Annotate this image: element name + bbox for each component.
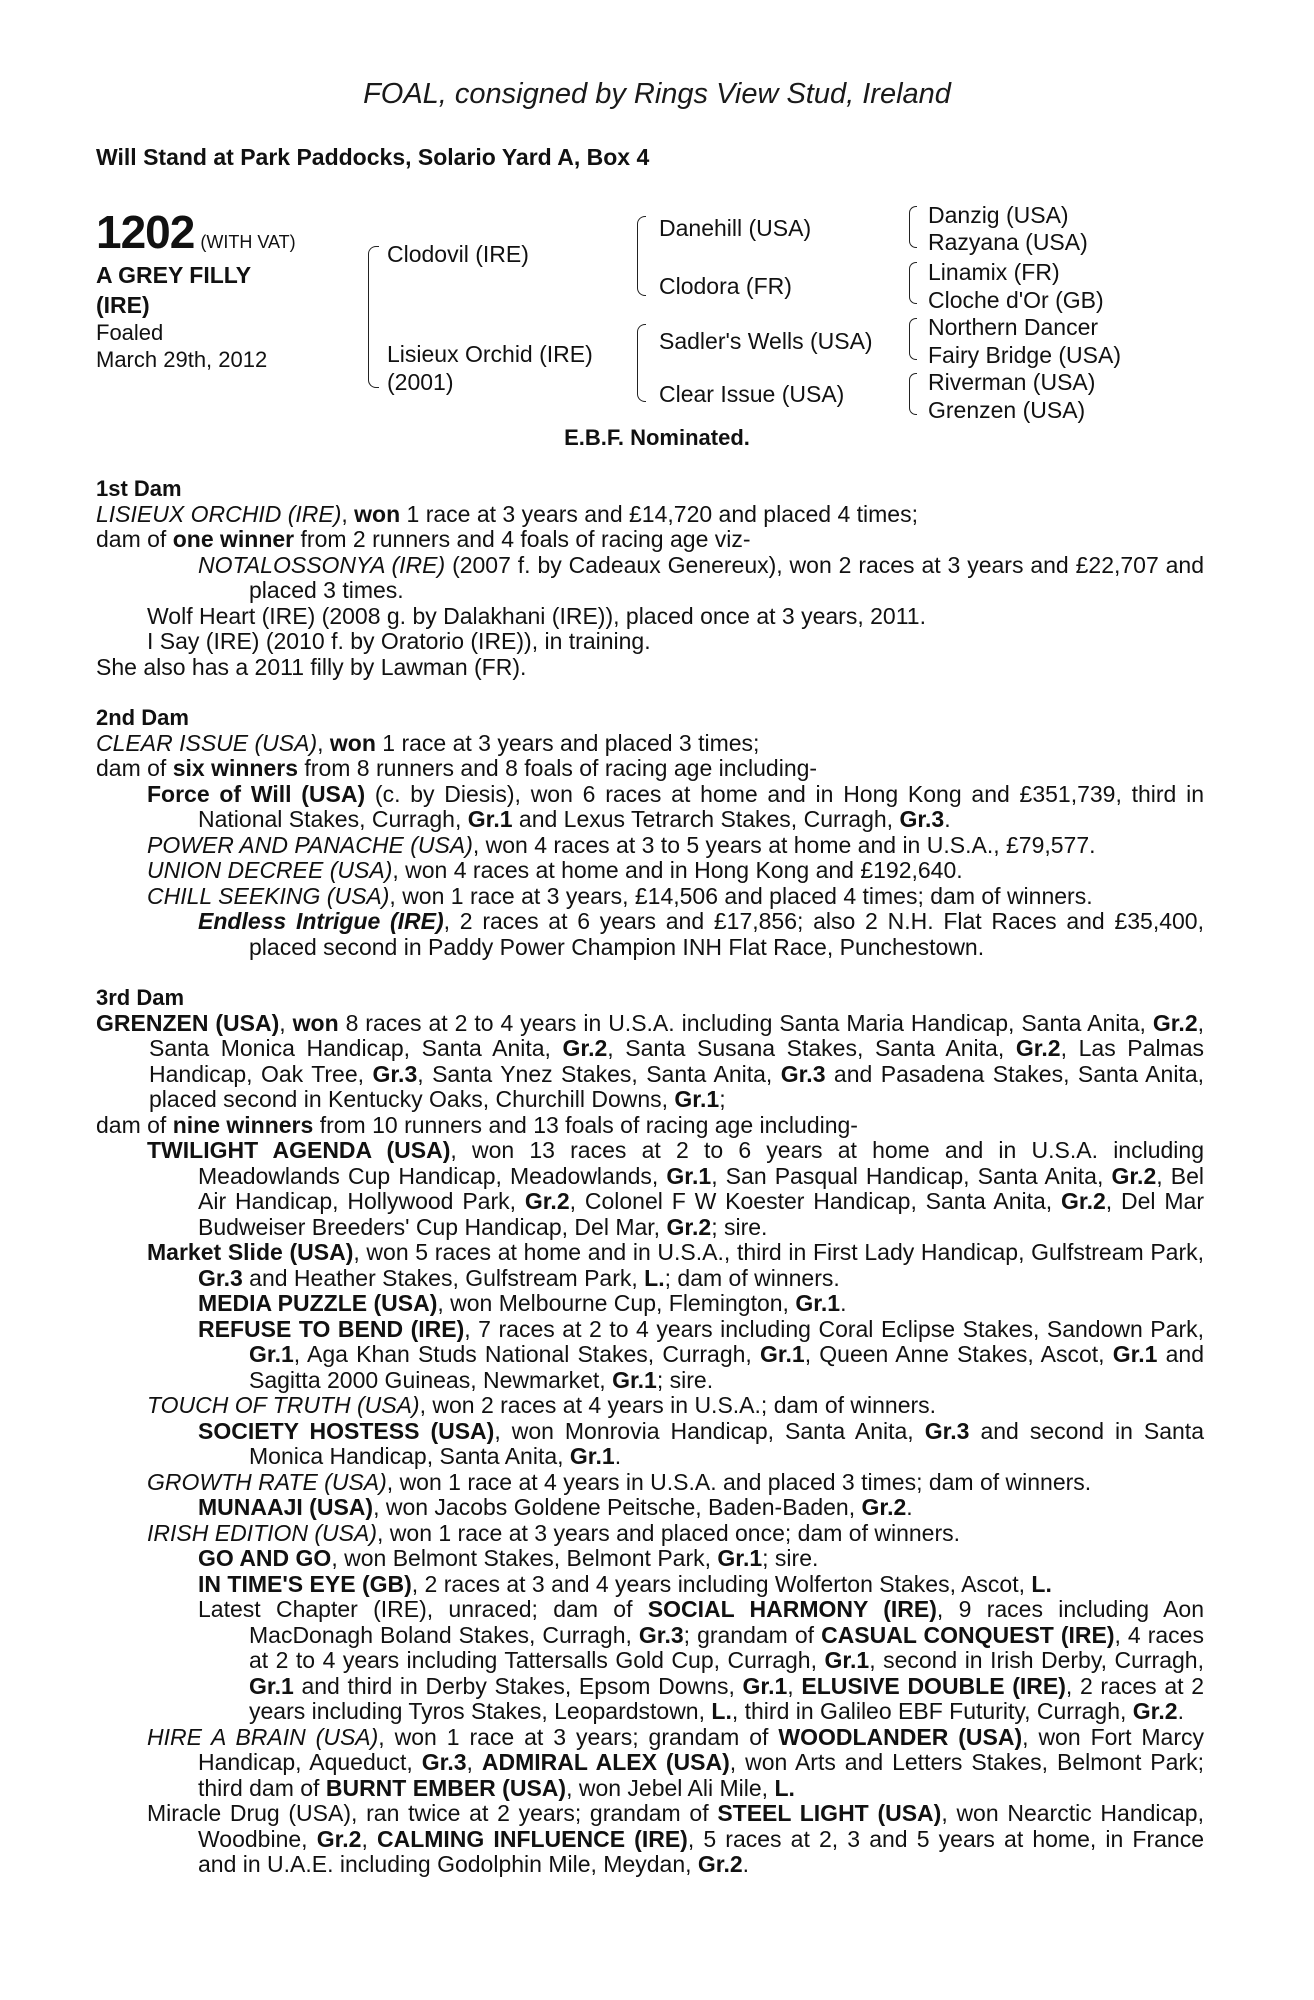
lot-number-line — [96, 205, 356, 259]
grade: L. — [774, 1774, 795, 1801]
text: , 2 races at 3 and 4 years including Wolferton Stakes, Ascot, — [411, 1570, 1032, 1597]
horse-name: UNION DECREE (USA) — [147, 857, 393, 883]
lot-block — [96, 205, 356, 373]
horse-name: WOODLANDER (USA) — [778, 1723, 1023, 1750]
text: ; sire. — [711, 1213, 768, 1240]
ped-dam-dam: Clear Issue (USA) — [659, 381, 845, 407]
produce-entry — [96, 1317, 1204, 1394]
ebf-note: E.B.F. Nominated. — [564, 425, 750, 450]
grade: Gr.2 — [1061, 1188, 1106, 1214]
grade: Gr.1 — [666, 1162, 712, 1189]
foaled-label: Foaled — [96, 320, 164, 345]
text: , Santa Susana Stakes, Santa Anita, — [607, 1035, 1016, 1061]
grade: Gr.1 — [717, 1545, 763, 1571]
pedigree-brace-dam — [637, 324, 646, 402]
text: , Colonel F W Koester Handicap, Santa Anita, — [569, 1188, 1062, 1214]
produce-entry — [96, 1521, 1204, 1547]
produce-entry — [96, 1725, 1204, 1802]
text: ; dam of winners. — [664, 1264, 840, 1291]
ped-g5: Northern Dancer — [928, 314, 1099, 340]
text: , 5 races at 2, 3 and 5 years at home, in France and in U.A.E. including Godolphin Mile, Meydan, — [198, 1825, 1205, 1877]
ped-g8: Grenzen (USA) — [928, 397, 1086, 423]
grade: L. — [711, 1698, 732, 1724]
text: , San Pasqual Handicap, Santa Anita, — [711, 1162, 1112, 1189]
horse-name: ADMIRAL ALEX (USA) — [481, 1749, 730, 1775]
grade: Gr.2 — [1111, 1162, 1157, 1189]
text: ; sire. — [762, 1545, 819, 1571]
grade: Gr.2 — [1152, 1009, 1198, 1036]
produce-entry — [96, 1801, 1204, 1878]
text: , 2 races at 6 years and £17,856; also 2 N.H. Flat Races and £35,400, placed second in Paddy Power Champion INH Flat Race, Punchestown. — [249, 908, 1204, 960]
third-dam-section — [96, 985, 1204, 1878]
text: , won 1 race at 3 years; grandam of — [378, 1723, 779, 1750]
text: , second in Irish Derby, Curragh, — [869, 1647, 1204, 1673]
horse-name: CHILL SEEKING (USA) — [147, 882, 390, 909]
dam-name: LISIEUX ORCHID (IRE) — [96, 500, 342, 527]
winners-count: six winners — [172, 755, 298, 781]
pedigree-brace-g2 — [909, 262, 917, 304]
text: and Pasadena Stakes, Santa Anita, placed second in Kentucky Oaks, Churchill Downs, — [149, 1060, 1204, 1112]
first-dam-produce-line — [96, 527, 1204, 553]
horse-name: CASUAL CONQUEST (IRE) — [821, 1621, 1115, 1648]
text: , third in Galileo EBF Futurity, Curragh, — [731, 1698, 1133, 1724]
grade: Gr.3 — [899, 806, 945, 832]
pedigree-brace-g4 — [909, 373, 917, 415]
horse-name: NOTALOSSONYA (IRE) — [198, 551, 446, 578]
ped-g7: Riverman (USA) — [928, 369, 1096, 395]
produce-entry — [96, 1470, 1204, 1496]
horse-name: BURNT EMBER (USA) — [325, 1774, 567, 1801]
text: and second in Santa Monica Handicap, Santa Anita, — [249, 1417, 1204, 1469]
text: , won Jebel Ali Mile, — [566, 1774, 775, 1801]
text: , won 1 race at 3 years, £14,506 and placed 4 times; dam of winners. — [389, 882, 1093, 909]
second-dam-section — [96, 705, 1204, 960]
text: and Lexus Tetrarch Stakes, Curragh, — [512, 806, 900, 832]
horse-name: GROWTH RATE (USA) — [147, 1468, 387, 1495]
consignor-line: FOAL, consigned by Rings View Stud, Ireland — [363, 78, 951, 110]
grade: Gr.1 — [674, 1086, 720, 1112]
text: ; grandam of — [683, 1621, 822, 1648]
first-dam-line: LISIEUX ORCHID (IRE), won 1 race at 3 years and £14,720 and placed 4 times; — [96, 500, 918, 527]
text: . — [906, 1494, 913, 1520]
second-dam-line: CLEAR ISSUE (USA), won 1 race at 3 years and placed 3 times; — [96, 729, 760, 756]
text: ; sire. — [656, 1366, 714, 1393]
grade: Gr.1 — [467, 806, 513, 832]
produce-entry — [96, 553, 1204, 604]
ped-g2: Razyana (USA) — [928, 229, 1088, 255]
won-label: won — [329, 729, 376, 756]
text: , — [787, 1672, 802, 1699]
text: , — [279, 1009, 293, 1036]
text: , Del Mar Budweiser Breeders' Cup Handicap, Del Mar, — [198, 1188, 1205, 1240]
grade: Gr.1 — [612, 1366, 657, 1393]
horse-name: ELUSIVE DOUBLE (IRE) — [801, 1672, 1066, 1699]
dam-record: 1 race at 3 years and £14,720 and placed 4 times; — [400, 500, 918, 527]
text: ; — [719, 1086, 726, 1112]
text: , won Nearctic Handicap, Woodbine, — [198, 1800, 1204, 1852]
horse-name: Market Slide (USA) — [147, 1239, 354, 1265]
produce-entry: Wolf Heart (IRE) (2008 g. by Dalakhani (IRE)), placed once at 3 years, 2011. — [147, 602, 926, 629]
dam-name: CLEAR ISSUE (USA) — [96, 729, 318, 756]
horse-name: MUNAAJI (USA) — [198, 1494, 374, 1520]
third-dam-line — [96, 1011, 1204, 1113]
ped-g6: Fairy Bridge (USA) — [928, 342, 1121, 368]
produce-entry — [96, 833, 1204, 859]
produce-entry — [96, 1572, 1204, 1598]
text: , 9 races including Aon MacDonagh Boland Stakes, Curragh, — [249, 1596, 1204, 1648]
produce-entry: I Say (IRE) (2010 f. by Oratorio (IRE)), in training. — [147, 628, 651, 654]
pedigree-brace-g3 — [909, 318, 917, 360]
grade: Gr.1 — [824, 1647, 870, 1673]
text: , — [466, 1749, 482, 1775]
text: dam of — [96, 755, 173, 781]
text: dam of — [96, 526, 173, 552]
grade: Gr.1 — [249, 1672, 294, 1699]
text: , won 1 race at 4 years in U.S.A. and placed 3 times; dam of winners. — [386, 1468, 1092, 1495]
catalogue-body — [96, 476, 1204, 1878]
grade: Gr.2 — [1132, 1698, 1178, 1724]
text: , Queen Anne Stakes, Ascot, — [804, 1341, 1113, 1367]
text: , won 1 race at 3 years and placed once; dam of winners. — [377, 1519, 961, 1546]
grade: Gr.1 — [569, 1443, 615, 1469]
text: 8 races at 2 to 4 years in U.S.A. including Santa Maria Handicap, Santa Anita, — [338, 1009, 1153, 1036]
third-dam-heading: 3rd Dam — [96, 985, 185, 1010]
text: , won Monrovia Handicap, Santa Anita, — [494, 1417, 925, 1444]
produce-entry — [96, 909, 1204, 960]
won-label: won — [292, 1009, 339, 1036]
text: , Santa Ynez Stakes, Santa Anita, — [417, 1060, 781, 1087]
produce-entry — [96, 782, 1204, 833]
text: , won 13 races at 2 to 6 years at home and in U.S.A. including Meadowlands Cup Handicap, Meadowlands, — [198, 1137, 1204, 1189]
text: , — [361, 1825, 377, 1852]
text: , Aga Khan Studs National Stakes, Curragh, — [293, 1341, 760, 1367]
produce-entry — [96, 1291, 1204, 1317]
second-dam-heading: 2nd Dam — [96, 705, 189, 730]
text: , won Belmont Stakes, Belmont Park, — [331, 1545, 718, 1571]
grade: Gr.1 — [742, 1672, 788, 1699]
produce-entry — [96, 884, 1204, 910]
grade: Gr.1 — [1112, 1341, 1158, 1367]
horse-name: POWER AND PANACHE (USA) — [147, 831, 473, 858]
horse-name: TOUCH OF TRUTH (USA) — [147, 1392, 420, 1418]
ped-sire-sire: Danehill (USA) — [659, 215, 812, 241]
text: , 7 races at 2 to 4 years including Coral Eclipse Stakes, Sandown Park, — [464, 1315, 1204, 1342]
ped-dam-year: (2001) — [387, 369, 454, 395]
text: . — [944, 806, 951, 832]
text: , won Melbourne Cup, Flemington, — [437, 1290, 796, 1316]
text: Latest Chapter (IRE), unraced; dam of — [198, 1596, 648, 1622]
ped-sire: Clodovil (IRE) — [387, 241, 529, 267]
ped-g4: Cloche d'Or (GB) — [928, 287, 1104, 313]
horse-name: SOCIETY HOSTESS (USA) — [198, 1417, 495, 1444]
text: (2007 f. by Cadeaux Genereux), won 2 races at 3 years and £22,707 and placed 3 times. — [249, 551, 1205, 603]
text: Miracle Drug (USA), ran twice at 2 years; grandam of — [147, 1800, 718, 1826]
text: , 2 races at 2 years including Tyros Stakes, Leopardstown, — [249, 1672, 1204, 1724]
grade: Gr.3 — [421, 1749, 467, 1775]
grade: Gr.2 — [316, 1825, 362, 1852]
text: , Bel Air Handicap, Hollywood Park, — [198, 1162, 1204, 1214]
grade: Gr.1 — [795, 1290, 841, 1316]
foaled-date: March 29th, 2012 — [96, 347, 268, 372]
text: . — [1177, 1698, 1184, 1724]
text: 1 race at 3 years and placed 3 times; — [375, 729, 760, 756]
horse-name: SOCIAL HARMONY (IRE) — [647, 1596, 937, 1622]
produce-entry — [96, 1240, 1204, 1291]
horse-name: MEDIA PUZZLE (USA) — [198, 1290, 438, 1316]
lot-number: 1202 — [96, 206, 195, 258]
horse-name: CALMING INFLUENCE (IRE) — [376, 1825, 688, 1852]
produce-entry — [96, 858, 1204, 884]
ped-sire-dam: Clodora (FR) — [659, 273, 792, 299]
grade: L. — [1031, 1570, 1052, 1597]
grade: Gr.3 — [780, 1060, 826, 1087]
grade: Gr.2 — [524, 1188, 570, 1214]
grade: L. — [644, 1264, 665, 1291]
text: , won Arts and Letters Stakes, Belmont Park; third dam of — [198, 1749, 1204, 1801]
text: , won 4 races at home and in Hong Kong and £192,640. — [392, 857, 963, 883]
ped-dam-sire: Sadler's Wells (USA) — [659, 328, 873, 354]
produce-entry — [96, 1546, 1204, 1572]
text: dam of — [96, 1111, 173, 1138]
won-label: won — [354, 500, 401, 527]
text: from 10 runners and 13 foals of racing age including- — [313, 1111, 858, 1138]
horse-name: IN TIME'S EYE (GB) — [198, 1570, 412, 1597]
grade: Gr.3 — [924, 1417, 970, 1444]
stand-location: Will Stand at Park Paddocks, Solario Yard A, Box 4 — [96, 144, 650, 170]
text: , won Fort Marcy Handicap, Aqueduct, — [198, 1723, 1205, 1775]
text: , won Jacobs Goldene Peitsche, Baden-Baden, — [373, 1494, 862, 1520]
pedigree-brace-g1 — [909, 206, 917, 248]
horse-name: REFUSE TO BEND (IRE) — [198, 1315, 465, 1342]
text: from 8 runners and 8 foals of racing age including- — [298, 755, 818, 781]
text: , Santa Monica Handicap, Santa Anita, — [149, 1009, 1205, 1061]
produce-entry — [96, 1138, 1204, 1240]
third-dam-produce-line — [96, 1113, 1204, 1139]
grade: Gr.3 — [372, 1060, 418, 1087]
horse-name: IRISH EDITION (USA) — [147, 1519, 378, 1546]
dam-name: GRENZEN (USA) — [96, 1009, 280, 1036]
horse-name: GO AND GO — [198, 1545, 332, 1571]
horse-name: Endless Intrigue (IRE) — [198, 908, 444, 934]
text: , 4 races at 2 to 4 years including Tattersalls Gold Cup, Curragh, — [249, 1621, 1204, 1673]
ped-dam: Lisieux Orchid (IRE) — [387, 341, 593, 367]
horse-name: HIRE A BRAIN (USA) — [147, 1723, 379, 1750]
text: , won 5 races at home and in U.S.A., third in First Lady Handicap, Gulfstream Park, — [353, 1239, 1205, 1265]
horse-name: STEEL LIGHT (USA) — [717, 1800, 942, 1826]
text: (c. by Diesis), won 6 races at home and in Hong Kong and £351,739, third in National Stakes, Curragh, — [198, 780, 1204, 832]
pedigree-brace-main — [368, 246, 379, 388]
lot-sex: A GREY FILLY — [96, 262, 252, 288]
grade: Gr.2 — [861, 1494, 907, 1520]
winners-count: nine winners — [172, 1111, 314, 1138]
grade: Gr.2 — [666, 1213, 712, 1240]
text: , won 4 races at 3 to 5 years at home and in U.S.A., £79,577. — [472, 831, 1096, 858]
pedigree-brace-sire — [637, 216, 646, 296]
produce-entry: She also has a 2011 filly by Lawman (FR). — [96, 653, 527, 680]
text: and third in Derby Stakes, Epsom Downs, — [293, 1672, 743, 1699]
first-dam-section — [96, 476, 1204, 680]
grade: Gr.2 — [1015, 1035, 1061, 1061]
ped-g3: Linamix (FR) — [928, 259, 1060, 285]
grade: Gr.2 — [562, 1035, 608, 1061]
grade: Gr.3 — [638, 1621, 684, 1648]
text: . — [614, 1443, 622, 1469]
grade: Gr.1 — [759, 1341, 805, 1367]
produce-entry — [96, 1597, 1204, 1725]
winners-count: one winner — [172, 526, 295, 552]
text: . — [742, 1851, 750, 1877]
text: and Heather Stakes, Gulfstream Park, — [242, 1264, 645, 1291]
text: , won 2 races at 4 years in U.S.A.; dam of winners. — [419, 1392, 937, 1418]
horse-name: TWILIGHT AGENDA (USA) — [147, 1137, 451, 1163]
lot-origin: (IRE) — [96, 292, 150, 318]
grade: Gr.1 — [249, 1341, 294, 1367]
grade: Gr.3 — [198, 1264, 243, 1291]
produce-entry — [96, 1495, 1204, 1521]
first-dam-heading: 1st Dam — [96, 476, 182, 501]
text: and Sagitta 2000 Guineas, Newmarket, — [249, 1341, 1204, 1393]
grade: Gr.2 — [697, 1851, 743, 1877]
text: from 2 runners and 4 foals of racing age viz- — [294, 526, 751, 552]
text: , Las Palmas Handicap, Oak Tree, — [149, 1035, 1205, 1087]
text: . — [840, 1290, 847, 1316]
produce-entry — [96, 1419, 1204, 1470]
vat-note: (WITH VAT) — [200, 232, 296, 252]
second-dam-produce-line — [96, 756, 1204, 782]
ped-g1: Danzig (USA) — [928, 202, 1069, 228]
produce-entry — [96, 1393, 1204, 1419]
horse-name: Force of Will (USA) — [147, 780, 366, 807]
